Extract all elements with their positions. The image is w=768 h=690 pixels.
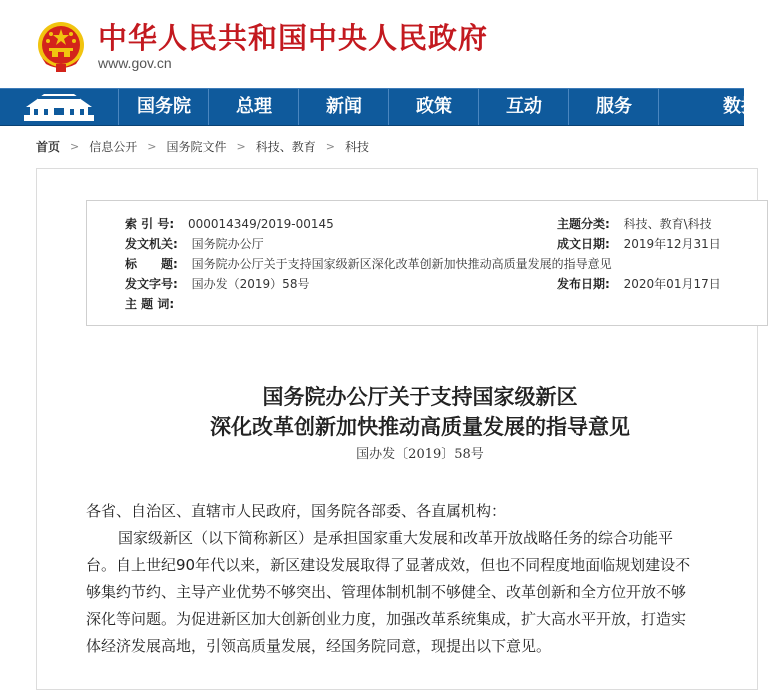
body-line: 深化等问题。为促进新区加大创新创业力度，加强改革系统集成，扩大高水平开放，打造实 — [86, 610, 687, 628]
meta-date-value: 2019年12月31日 — [623, 237, 721, 251]
nav-item-policy[interactable]: 政策 — [388, 89, 479, 125]
meta-pubdate-value: 2020年01月17日 — [623, 277, 721, 291]
tiananmen-icon[interactable] — [0, 89, 118, 125]
meta-title-value: 国务院办公厅关于支持国家级新区深化改革创新加快推动高质量发展的指导意见 — [191, 257, 612, 271]
meta-index-label: 索 引 号: — [125, 217, 175, 231]
national-emblem-icon[interactable] — [36, 20, 86, 74]
body-line: 够集约节约、主导产业优势不够突出、管理体制机制不够健全、改革创新和全方位开放不够 — [86, 583, 687, 601]
body-line: 台。自上世纪90年代以来，新区建设发展取得了显著成效，但也不同程度地面临规划建设不 — [86, 556, 691, 574]
chevron-right-icon: > — [325, 139, 335, 153]
document-title-line-1: 国务院办公厅关于支持国家级新区 — [262, 384, 578, 409]
nav-item-premier[interactable]: 总理 — [208, 89, 299, 125]
chevron-right-icon: > — [236, 139, 246, 153]
breadcrumb-home[interactable]: 首页 — [36, 139, 61, 154]
chevron-right-icon: > — [147, 139, 157, 153]
nav-item-state-council[interactable]: 国务院 — [118, 89, 209, 125]
meta-index-value: 000014349/2019-00145 — [187, 217, 334, 231]
body-line: 体经济发展高地，引领高质量发展，经国务院同意，现提出以下意见。 — [86, 637, 552, 655]
meta-title — [125, 255, 612, 272]
meta-pubdate-label: 发布日期: — [557, 277, 610, 291]
meta-date-label: 成文日期: — [557, 237, 610, 251]
meta-topic-value: 科技、教育\科技 — [623, 217, 712, 231]
meta-docno-value: 国办发（2019）58号 — [191, 277, 310, 291]
site-url[interactable]: www.gov.cn — [98, 55, 172, 71]
body-line: 国家级新区（以下简称新区）是承担国家重大发展和改革开放战略任务的综合功能平 — [118, 529, 674, 547]
meta-pubdate — [557, 275, 721, 292]
meta-issuer-label: 发文机关: — [125, 237, 178, 251]
meta-date — [557, 235, 721, 252]
meta-issuer — [125, 235, 264, 252]
meta-docno — [125, 275, 309, 292]
breadcrumb-science[interactable]: 科技 — [344, 139, 369, 154]
nav-item-news[interactable]: 新闻 — [298, 89, 389, 125]
meta-topic-label: 主题分类: — [557, 217, 610, 231]
breadcrumb-info-disclosure[interactable]: 信息公开 — [89, 139, 138, 154]
meta-docno-label: 发文字号: — [125, 277, 178, 291]
document-number: 国办发〔2019〕58号 — [356, 447, 484, 462]
meta-title-label: 标 题: — [125, 257, 178, 271]
meta-keywords — [125, 295, 184, 312]
meta-issuer-value: 国务院办公厅 — [191, 237, 264, 251]
nav-item-services[interactable]: 服务 — [568, 89, 659, 125]
nav-item-interaction[interactable]: 互动 — [478, 89, 569, 125]
breadcrumb-sci-edu[interactable]: 科技、教育 — [255, 139, 316, 154]
document-title-line-2: 深化改革创新加快推动高质量发展的指导意见 — [210, 414, 630, 439]
nav-item-data-label: 数据 — [723, 96, 759, 117]
meta-keywords-label: 主 题 词: — [125, 297, 175, 311]
body-salutation: 各省、自治区、直辖市人民政府，国务院各部委、各直属机构： — [86, 502, 507, 520]
meta-topic — [557, 215, 712, 232]
breadcrumb-state-council-docs[interactable]: 国务院文件 — [166, 139, 227, 154]
site-name[interactable]: 中华人民共和国中央人民政府 — [98, 21, 489, 55]
main-nav — [0, 88, 759, 126]
chevron-right-icon: > — [70, 139, 80, 153]
site-header — [0, 0, 744, 88]
breadcrumb — [36, 136, 369, 156]
meta-index — [125, 215, 334, 232]
nav-item-data[interactable] — [658, 89, 759, 125]
document-metadata-table — [86, 200, 768, 326]
